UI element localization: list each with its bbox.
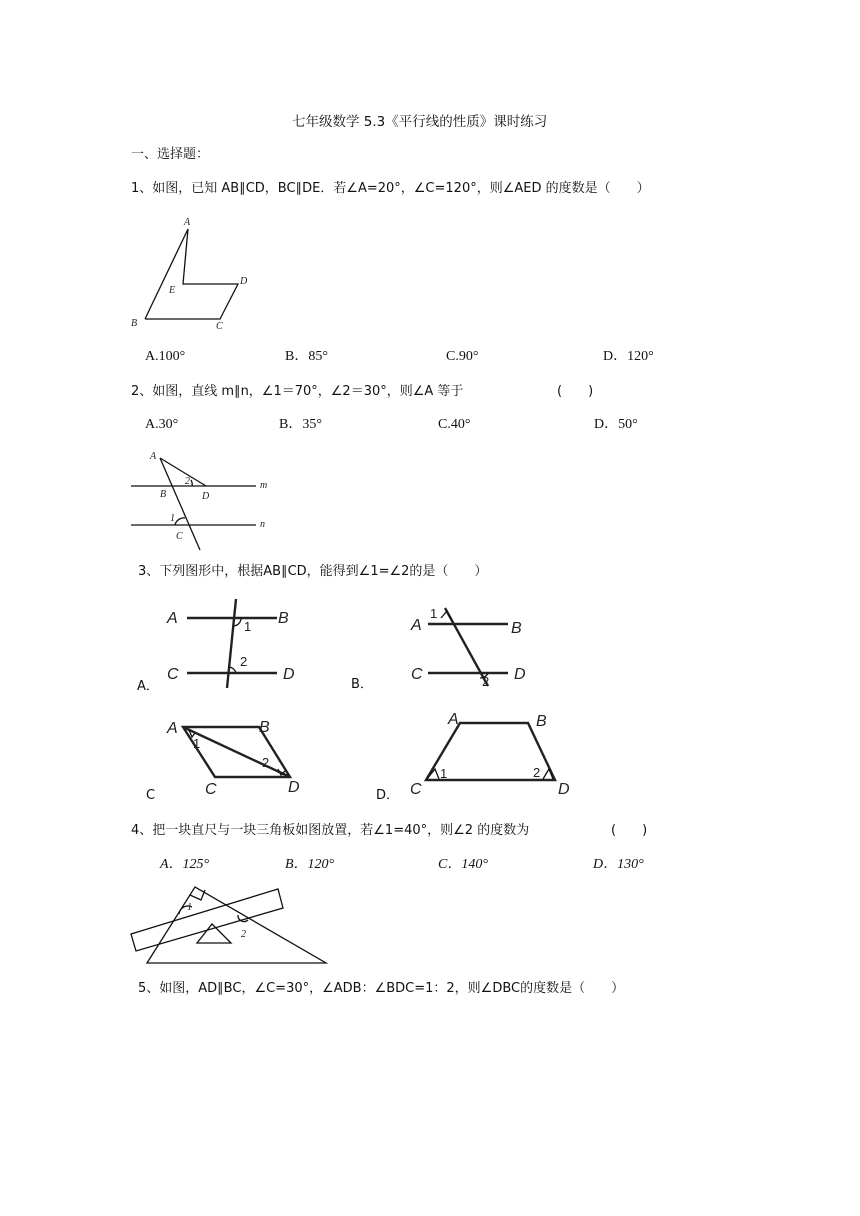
q4-figure [128,884,288,966]
q5-stem: 5、如图，AD∥BC，∠C=30°，∠ADB：∠BDC=1：2，则∠DBC的度数是（ ） [138,981,625,996]
q2-stem: 2、如图，直线 m∥n，∠1＝70°，∠2＝30°，则∠A 等于 [131,384,464,399]
q3b-label-a: A [411,617,422,634]
q4-option-a[interactable]: A．125° [160,857,210,872]
page-title: 七年级数学 5.3《平行线的性质》课时练习 [292,114,548,130]
q3c-label-angle1: 1 [193,736,201,751]
q1-option-b[interactable]: B．85° [285,349,328,364]
q1-option-c[interactable]: C.90° [446,349,479,364]
q3b-label-b: B [511,620,522,637]
q4-option-c[interactable]: C．140° [438,857,488,872]
q4-label-angle1: 1 [187,902,192,913]
q3-figure-d [408,709,588,799]
q2-option-c[interactable]: C.40° [438,417,471,432]
q2-label-angle2: 2 [185,476,190,487]
q3d-label-a: A [448,711,459,728]
q1-stem: 1、如图，已知 AB∥CD，BC∥DE．若∠A=20°，∠C=120°，则∠AED 的度数是（ ） [131,181,650,196]
q2-label-c: C [176,531,183,542]
q4-option-b[interactable]: B．120° [285,857,335,872]
q3d-label-c: C [410,781,422,798]
q1-label-b: B [131,318,138,329]
q3b-label-angle2: 2 [482,674,490,689]
q3a-label-angle1: 1 [244,619,252,634]
q2-paren: ( ) [557,384,594,399]
q3b-label-c: C [411,666,423,683]
q1-option-d[interactable]: D．120° [603,349,654,364]
q3a-label-angle2: 2 [240,654,248,669]
q1-label-a: A [184,217,191,228]
q1-label-d: D [240,276,248,287]
section-heading: 一、选择题： [131,147,210,162]
q1-label-e: E [169,285,176,296]
q3d-label-b: B [536,713,547,730]
q3a-label-d: D [283,666,295,683]
q3-figure-c [165,715,315,797]
q3-option-b[interactable]: B． [351,677,373,692]
q3-option-d[interactable]: D． [376,788,400,803]
q4-stem: 4、把一块直尺与一块三角板如图放置，若∠1=40°，则∠2 的度数为 [131,823,530,838]
q2-label-angle1: 1 [170,513,175,524]
q2-option-b[interactable]: B．35° [279,417,322,432]
q2-label-a: A [150,451,157,462]
q1-option-a[interactable]: A.100° [145,349,186,364]
q2-label-b: B [160,489,167,500]
q3d-label-angle2: 2 [533,765,541,780]
q3b-label-d: D [514,666,526,683]
q4-paren: ( ) [611,823,648,838]
q2-label-n: n [260,519,265,530]
q3c-label-d: D [288,779,300,796]
q3-stem: 3、下列图形中，根据AB∥CD，能得到∠1=∠2的是（ ） [138,564,488,579]
q2-label-m: m [260,480,268,491]
q3a-label-b: B [278,610,289,627]
q3a-label-c: C [167,666,179,683]
q2-option-a[interactable]: A.30° [145,417,179,432]
q2-figure [128,446,278,554]
q3-option-a[interactable]: A． [137,679,159,694]
q3-figure-b [408,604,543,692]
q3d-label-d: D [558,781,570,798]
q3c-label-a: A [167,720,178,737]
q3-option-c[interactable]: C [146,788,156,803]
q3c-label-b: B [259,719,270,736]
q2-label-d: D [202,491,210,502]
q3-figure-a [165,596,310,691]
q2-option-d[interactable]: D．50° [594,417,638,432]
q1-figure [128,212,258,337]
q3b-label-angle1: 1 [430,606,438,621]
q1-label-c: C [216,321,223,332]
q4-option-d[interactable]: D．130° [593,857,644,872]
q3c-label-angle2: 2 [262,755,270,770]
q3a-label-a: A [167,610,178,627]
q3d-label-angle1: 1 [440,766,448,781]
q4-label-angle2: 2 [241,929,246,940]
q3c-label-c: C [205,781,217,798]
